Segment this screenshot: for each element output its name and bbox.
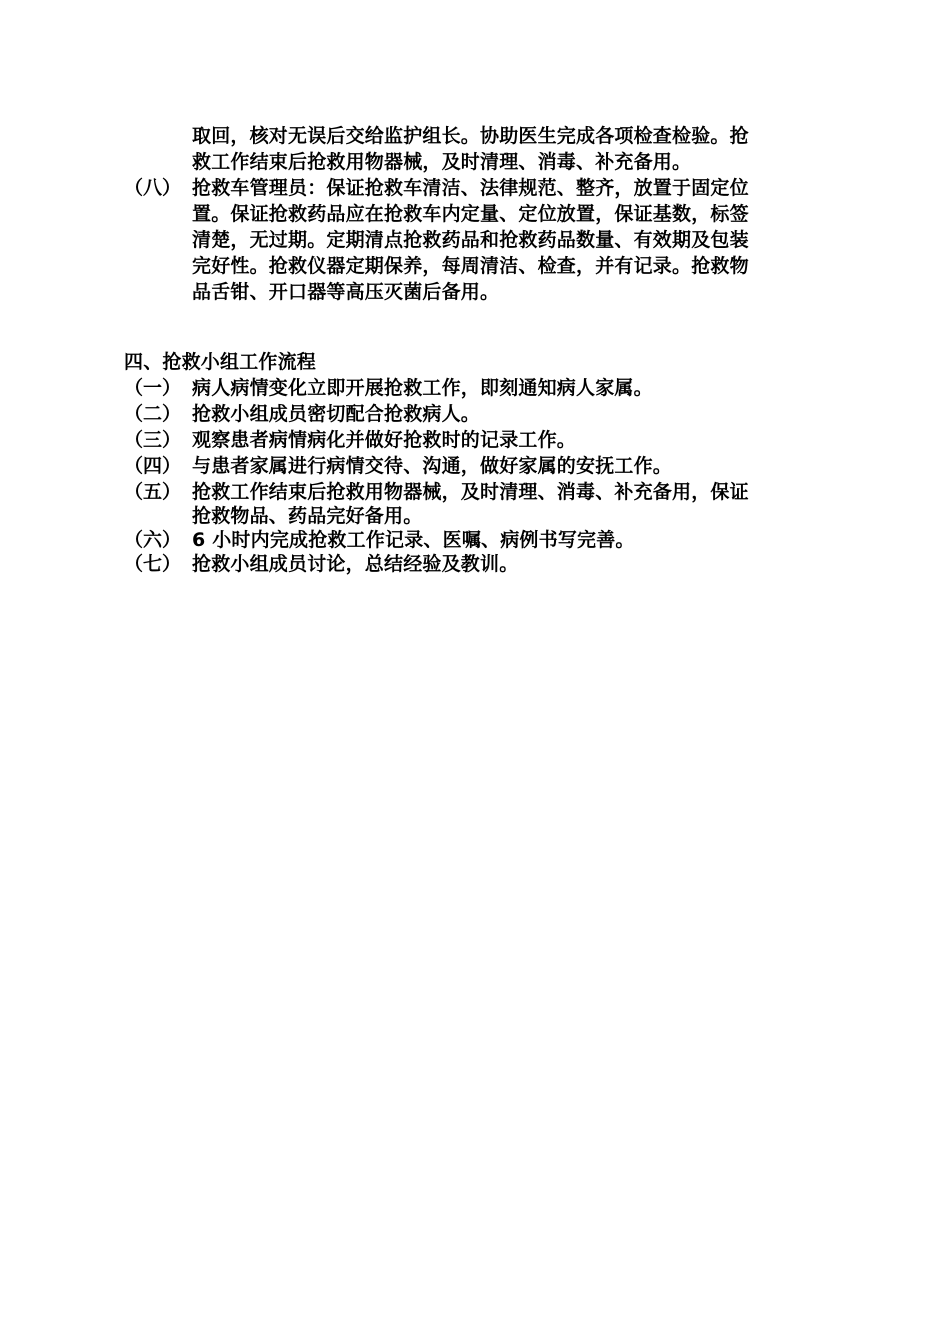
section4-item3-line-1: 观察患者病情病化并做好抢救时的记录工作。: [192, 429, 577, 451]
item8-line-1: 抢救车管理员：保证抢救车清洁、法律规范、整齐，放置于固定位: [192, 177, 749, 199]
section4-item2-marker: （二）: [124, 403, 182, 425]
section4-item5-line-2: 抢救物品、药品完好备用。: [192, 505, 423, 527]
section4-item1-line-1: 病人病情变化立即开展抢救工作，即刻通知病人家属。: [192, 377, 653, 399]
item8-line-3: 清楚，无过期。定期清点抢救药品和抢救药品数量、有效期及包装: [192, 229, 749, 251]
item7-continuation-line-1: 取回，核对无误后交给监护组长。协助医生完成各项检查检验。抢: [192, 125, 749, 147]
section4-item5-line-1: 抢救工作结束后抢救用物器械，及时清理、消毒、补充备用，保证: [192, 481, 749, 503]
section4-item2-line-1: 抢救小组成员密切配合抢救病人。: [192, 403, 481, 425]
section4-item1-marker: （一）: [124, 377, 182, 399]
section4-item7-line-1: 抢救小组成员讨论，总结经验及教训。: [192, 553, 519, 575]
section4-item6-marker: （六）: [124, 529, 182, 551]
section4-item4-line-1: 与患者家属进行病情交待、沟通，做好家属的安抚工作。: [192, 455, 673, 477]
section4-item6-line-1: 6 小时内完成抢救工作记录、医嘱、病例书写完善。: [192, 529, 635, 551]
item8-line-2: 置。保证抢救药品应在抢救车内定量、定位放置，保证基数，标签: [192, 203, 749, 225]
item7-continuation-line-2: 救工作结束后抢救用物器械，及时清理、消毒、补充备用。: [192, 151, 692, 173]
section4-heading: 四、抢救小组工作流程: [124, 351, 317, 373]
section4-item5-marker: （五）: [124, 481, 182, 503]
item8-marker: （八）: [124, 177, 182, 199]
section4-item3-marker: （三）: [124, 429, 182, 451]
item8-line-4: 完好性。抢救仪器定期保养，每周清洁、检查，并有记录。抢救物: [192, 255, 749, 277]
section4-item7-marker: （七）: [124, 553, 182, 575]
item8-line-5: 品舌钳、开口器等高压灭菌后备用。: [192, 281, 500, 303]
section4-item4-marker: （四）: [124, 455, 182, 477]
